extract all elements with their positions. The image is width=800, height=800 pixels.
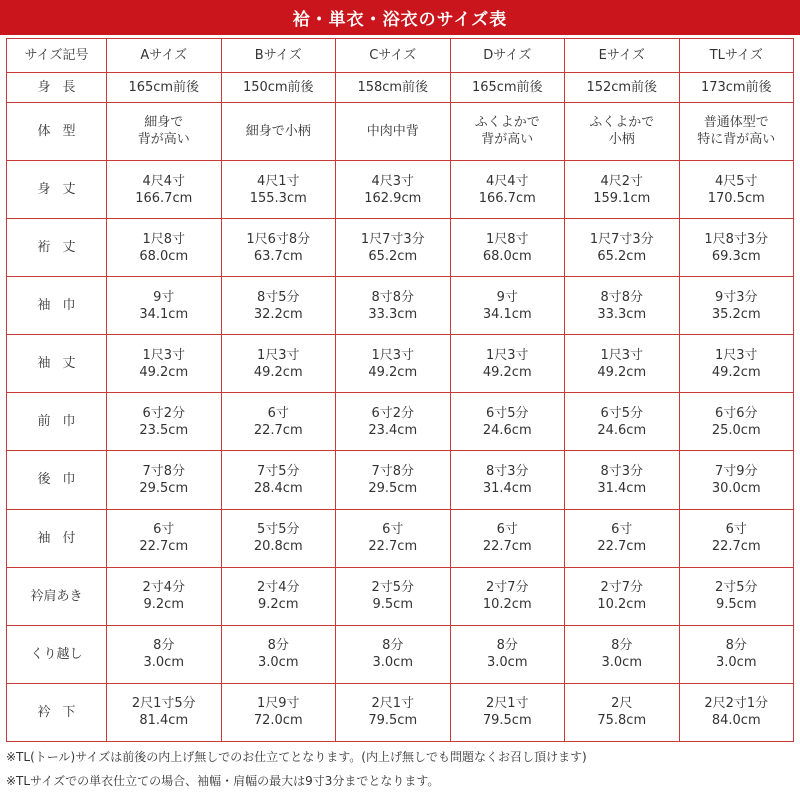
cell-line: 2尺	[611, 696, 633, 712]
column-header: Cサイズ	[336, 39, 451, 73]
cell-line: 3.0cm	[143, 655, 184, 671]
cell-line: 173cm前後	[700, 79, 772, 95]
cell-line: 8分	[496, 638, 518, 654]
cell-line: 152cm前後	[586, 79, 658, 95]
table-cell	[107, 102, 222, 160]
table-cell	[450, 393, 565, 451]
table-cell	[336, 509, 451, 567]
cell-line: 20.8cm	[253, 539, 303, 555]
table-cell	[450, 509, 565, 567]
cell-line: 150cm前後	[242, 79, 314, 95]
table-cell	[107, 625, 222, 683]
cell-line: 2寸5分	[714, 580, 758, 596]
cell-line: 65.2cm	[368, 248, 418, 264]
cell-line: 3.0cm	[601, 655, 642, 671]
cell-line: 49.2cm	[482, 364, 532, 380]
cell-line: 1尺3寸	[600, 347, 644, 363]
table-cell	[565, 451, 680, 509]
table-cell	[565, 277, 680, 335]
table-cell	[679, 451, 794, 509]
cell-line: 6寸5分	[600, 405, 644, 421]
cell-line: 72.0cm	[253, 713, 303, 729]
table-row	[7, 683, 794, 741]
table-cell	[679, 683, 794, 741]
table-cell	[221, 567, 336, 625]
cell-line: 10.2cm	[482, 597, 532, 613]
table-cell	[565, 393, 680, 451]
cell-line: 8分	[267, 638, 289, 654]
cell-line: 79.5cm	[368, 713, 418, 729]
table-cell	[679, 277, 794, 335]
table-row	[7, 335, 794, 393]
cell-line: 9.5cm	[372, 597, 413, 613]
table-row	[7, 160, 794, 218]
cell-line: 特に背が高い	[697, 132, 776, 148]
cell-line: 22.7cm	[482, 539, 532, 555]
row-header: 袖巾	[7, 277, 107, 335]
table-cell	[565, 625, 680, 683]
size-table	[6, 38, 794, 742]
cell-line: 29.5cm	[368, 480, 418, 496]
table-cell	[107, 393, 222, 451]
cell-line: 166.7cm	[135, 190, 193, 206]
cell-line: ふくよかで	[474, 115, 540, 131]
cell-line: 165cm前後	[471, 79, 543, 95]
table-cell	[221, 102, 336, 160]
cell-line: 29.5cm	[139, 480, 189, 496]
table-cell	[336, 160, 451, 218]
cell-line: 33.3cm	[597, 306, 647, 322]
table-row	[7, 451, 794, 509]
page-title: 袷・単衣・浴衣のサイズ表	[0, 0, 800, 35]
table-cell	[450, 219, 565, 277]
table-cell	[107, 567, 222, 625]
table-cell	[221, 160, 336, 218]
table-cell	[679, 160, 794, 218]
table-cell	[221, 393, 336, 451]
cell-line: 背が高い	[137, 132, 190, 148]
cell-line: 9寸3分	[714, 289, 758, 305]
table-cell	[107, 451, 222, 509]
table-cell	[450, 277, 565, 335]
cell-line: 24.6cm	[597, 422, 647, 438]
row-header: 衿下	[7, 683, 107, 741]
cell-line: 1尺7寸3分	[360, 231, 425, 247]
cell-line: 7寸8分	[142, 463, 186, 479]
cell-line: 75.8cm	[597, 713, 647, 729]
table-cell	[107, 683, 222, 741]
cell-line: 7寸8分	[371, 463, 415, 479]
row-header: 裄丈	[7, 219, 107, 277]
cell-line: 6寸	[153, 522, 175, 538]
cell-line: 49.2cm	[711, 364, 761, 380]
cell-line: 84.0cm	[711, 713, 761, 729]
table-cell	[565, 219, 680, 277]
table-cell	[107, 335, 222, 393]
cell-line: 4尺3寸	[371, 173, 415, 189]
table-cell	[450, 102, 565, 160]
cell-line: 1尺7寸3分	[589, 231, 654, 247]
cell-line: 1尺3寸	[142, 347, 186, 363]
cell-line: 8寸8分	[600, 289, 644, 305]
table-cell	[107, 73, 222, 103]
cell-line: 細身で小柄	[245, 123, 311, 139]
table-cell	[565, 160, 680, 218]
cell-line: 2寸5分	[371, 580, 415, 596]
cell-line: 6寸5分	[485, 405, 529, 421]
cell-line: 6寸2分	[142, 405, 186, 421]
table-row	[7, 277, 794, 335]
table-row	[7, 509, 794, 567]
footnote: ※TLサイズでの単衣仕立ての場合、袖幅・肩幅の最大は9寸3分までとなります。	[6, 774, 440, 788]
table-cell	[565, 73, 680, 103]
cell-line: 6寸6分	[714, 405, 758, 421]
column-header: Bサイズ	[221, 39, 336, 73]
table-cell	[565, 567, 680, 625]
cell-line: 9寸	[153, 289, 175, 305]
table-cell	[565, 683, 680, 741]
cell-line: 3.0cm	[258, 655, 299, 671]
cell-line: 1尺6寸8分	[246, 231, 311, 247]
cell-line: 2寸7分	[485, 580, 529, 596]
column-header: Dサイズ	[450, 39, 565, 73]
cell-line: 2寸7分	[600, 580, 644, 596]
cell-line: 63.7cm	[253, 248, 303, 264]
table-cell	[107, 160, 222, 218]
cell-line: 小柄	[608, 132, 635, 148]
cell-line: 49.2cm	[368, 364, 418, 380]
cell-line: 4尺4寸	[485, 173, 529, 189]
cell-line: 1尺3寸	[256, 347, 300, 363]
cell-line: 4尺1寸	[256, 173, 300, 189]
column-header: Eサイズ	[565, 39, 680, 73]
cell-line: 1尺3寸	[371, 347, 415, 363]
table-header-row	[7, 39, 794, 73]
cell-line: 6寸	[267, 405, 289, 421]
table-cell	[107, 219, 222, 277]
cell-line: 普通体型で	[703, 115, 769, 131]
cell-line: 1尺3寸	[485, 347, 529, 363]
cell-line: 170.5cm	[707, 190, 765, 206]
cell-line: 35.2cm	[711, 306, 761, 322]
cell-line: 49.2cm	[139, 364, 189, 380]
cell-line: 79.5cm	[482, 713, 532, 729]
table-cell	[565, 102, 680, 160]
cell-line: 23.4cm	[368, 422, 418, 438]
cell-line: 細身で	[144, 115, 184, 131]
table-cell	[336, 625, 451, 683]
cell-line: 8分	[611, 638, 633, 654]
table-cell	[336, 683, 451, 741]
cell-line: 159.1cm	[593, 190, 651, 206]
cell-line: 4尺5寸	[714, 173, 758, 189]
cell-line: 28.4cm	[253, 480, 303, 496]
cell-line: 3.0cm	[716, 655, 757, 671]
table-row	[7, 73, 794, 103]
table-cell	[221, 219, 336, 277]
table-cell	[336, 73, 451, 103]
table-cell	[450, 451, 565, 509]
table-cell	[565, 335, 680, 393]
table-row	[7, 625, 794, 683]
column-header: TLサイズ	[679, 39, 794, 73]
table-body	[7, 73, 794, 742]
table-cell	[221, 625, 336, 683]
table-cell	[336, 451, 451, 509]
table-cell	[565, 509, 680, 567]
cell-line: 22.7cm	[597, 539, 647, 555]
row-header: 体型	[7, 102, 107, 160]
table-cell	[107, 277, 222, 335]
table-cell	[679, 509, 794, 567]
cell-line: 7寸9分	[714, 463, 758, 479]
table-cell	[221, 509, 336, 567]
table-cell	[450, 625, 565, 683]
cell-line: 155.3cm	[249, 190, 307, 206]
table-cell	[107, 509, 222, 567]
table-cell	[336, 102, 451, 160]
cell-line: 3.0cm	[372, 655, 413, 671]
cell-line: 9.2cm	[143, 597, 184, 613]
cell-line: 8分	[382, 638, 404, 654]
table-cell	[450, 160, 565, 218]
cell-line: 34.1cm	[139, 306, 189, 322]
table-cell	[679, 73, 794, 103]
cell-line: 34.1cm	[482, 306, 532, 322]
cell-line: 6寸	[382, 522, 404, 538]
table-row	[7, 219, 794, 277]
cell-line: 49.2cm	[253, 364, 303, 380]
cell-line: 2尺1寸5分	[131, 696, 196, 712]
cell-line: 65.2cm	[597, 248, 647, 264]
cell-line: 22.7cm	[711, 539, 761, 555]
table-cell	[679, 393, 794, 451]
table-cell	[450, 683, 565, 741]
cell-line: 33.3cm	[368, 306, 418, 322]
row-header: 衿肩あき	[7, 567, 107, 625]
cell-line: ふくよかで	[589, 115, 655, 131]
cell-line: 81.4cm	[139, 713, 189, 729]
table-row	[7, 102, 794, 160]
cell-line: 25.0cm	[711, 422, 761, 438]
cell-line: 4尺4寸	[142, 173, 186, 189]
cell-line: 3.0cm	[487, 655, 528, 671]
cell-line: 24.6cm	[482, 422, 532, 438]
table-cell	[450, 73, 565, 103]
cell-line: 30.0cm	[711, 480, 761, 496]
cell-line: 7寸5分	[256, 463, 300, 479]
table-cell	[336, 393, 451, 451]
cell-line: 6寸2分	[371, 405, 415, 421]
cell-line: 9.5cm	[716, 597, 757, 613]
cell-line: 22.7cm	[368, 539, 418, 555]
row-header: 袖丈	[7, 335, 107, 393]
cell-line: 8分	[725, 638, 747, 654]
cell-line: 166.7cm	[478, 190, 536, 206]
cell-line: 2尺1寸	[371, 696, 415, 712]
cell-line: 1尺8寸3分	[704, 231, 769, 247]
table-cell	[679, 567, 794, 625]
cell-line: 1尺8寸	[485, 231, 529, 247]
cell-line: 158cm前後	[357, 79, 429, 95]
table-cell	[336, 335, 451, 393]
cell-line: 中肉中背	[366, 123, 419, 139]
cell-line: 6寸	[725, 522, 747, 538]
cell-line: 6寸	[611, 522, 633, 538]
cell-line: 1尺9寸	[256, 696, 300, 712]
table-cell	[679, 219, 794, 277]
table-cell	[450, 335, 565, 393]
table-cell	[221, 451, 336, 509]
row-header: くり越し	[7, 625, 107, 683]
cell-line: 69.3cm	[711, 248, 761, 264]
cell-line: 2寸4分	[256, 580, 300, 596]
table-cell	[221, 277, 336, 335]
cell-line: 9寸	[496, 289, 518, 305]
table-cell	[221, 335, 336, 393]
table-cell	[336, 277, 451, 335]
cell-line: 8分	[153, 638, 175, 654]
table-cell	[221, 683, 336, 741]
table-cell	[336, 567, 451, 625]
table-row	[7, 393, 794, 451]
row-header: 袖付	[7, 509, 107, 567]
cell-line: 8寸8分	[371, 289, 415, 305]
row-header: 身丈	[7, 160, 107, 218]
cell-line: 22.7cm	[253, 422, 303, 438]
cell-line: 2尺1寸	[485, 696, 529, 712]
table-cell	[221, 73, 336, 103]
cell-line: 68.0cm	[139, 248, 189, 264]
cell-line: 1尺8寸	[142, 231, 186, 247]
cell-line: 1尺3寸	[714, 347, 758, 363]
table-cell	[679, 625, 794, 683]
table-cell	[450, 567, 565, 625]
cell-line: 8寸3分	[485, 463, 529, 479]
cell-line: 5寸5分	[256, 522, 300, 538]
row-header: 前巾	[7, 393, 107, 451]
cell-line: 2寸4分	[142, 580, 186, 596]
cell-line: 22.7cm	[139, 539, 189, 555]
column-header: Aサイズ	[107, 39, 222, 73]
cell-line: 165cm前後	[128, 79, 200, 95]
cell-line: 23.5cm	[139, 422, 189, 438]
table-row	[7, 567, 794, 625]
column-header: サイズ記号	[7, 39, 107, 73]
table-cell	[336, 219, 451, 277]
cell-line: 6寸	[496, 522, 518, 538]
cell-line: 32.2cm	[253, 306, 303, 322]
cell-line: 9.2cm	[258, 597, 299, 613]
footnote: ※TL(トール)サイズは前後の内上げ無しでのお仕立てとなります。(内上げ無しでも問題なくお召し頂けます)	[6, 750, 587, 764]
cell-line: 8寸3分	[600, 463, 644, 479]
cell-line: 162.9cm	[364, 190, 422, 206]
cell-line: 2尺2寸1分	[704, 696, 769, 712]
table-cell	[679, 335, 794, 393]
cell-line: 49.2cm	[597, 364, 647, 380]
row-header: 後巾	[7, 451, 107, 509]
cell-line: 8寸5分	[256, 289, 300, 305]
row-header: 身長	[7, 73, 107, 103]
cell-line: 4尺2寸	[600, 173, 644, 189]
cell-line: 31.4cm	[597, 480, 647, 496]
cell-line: 31.4cm	[482, 480, 532, 496]
cell-line: 68.0cm	[482, 248, 532, 264]
cell-line: 背が高い	[481, 132, 534, 148]
cell-line: 10.2cm	[597, 597, 647, 613]
table-cell	[679, 102, 794, 160]
